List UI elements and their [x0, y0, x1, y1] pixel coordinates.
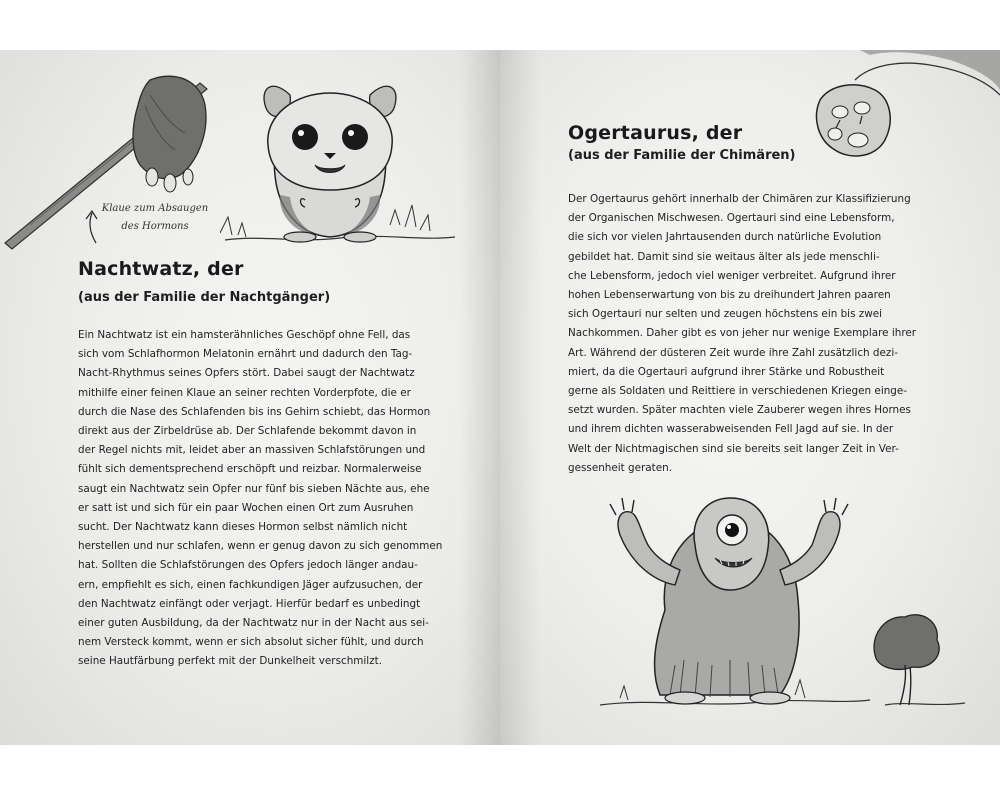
- text-line: gerne als Soldaten und Reittiere in verschiedenen Kriegen einge-: [568, 385, 908, 398]
- text-line: Nacht-Rhythmus seines Opfers stört. Dabei saugt der Nachtwatz: [78, 367, 415, 380]
- text-line: die sich vor vielen Jahrtausenden durch natürliche Evolution: [568, 231, 882, 244]
- text-line: Der Ogertaurus gehört innerhalb der Chimären zur Klassifizierung: [568, 193, 911, 205]
- nachtwatz-illustration: [220, 75, 460, 255]
- caption-line: des Hormons: [121, 221, 189, 232]
- ogertaurus-illustration: [580, 490, 880, 720]
- text-line: durch die Nase des Schlafenden bis ins Gehirn schiebt, das Hormon: [78, 405, 431, 418]
- right-subtitle: (aus der Familie der Chimären): [568, 148, 796, 163]
- text-line: hohen Lebenserwartung von bis zu dreihundert Jahren paaren: [568, 289, 891, 302]
- text-line: gessenheit geraten.: [568, 461, 673, 474]
- left-subtitle: (aus der Familie der Nachtgänger): [78, 290, 331, 305]
- book-spread: [0, 50, 1000, 745]
- tree-illustration: [865, 605, 975, 715]
- text-line: einer guten Ausbildung, da der Nachtwatz nur in der Nacht aus sei-: [78, 617, 429, 630]
- caption-line: Klaue zum Absaugen: [101, 203, 209, 214]
- text-line: gebildet hat. Damit sind sie weitaus älter als jede menschli-: [568, 250, 880, 263]
- text-line: sucht. Der Nachtwatz kann dieses Hormon selbst nämlich nicht: [78, 521, 408, 534]
- right-title: Ogertaurus, der: [568, 122, 743, 144]
- text-line: direkt aus der Zirbeldrüse ab. Der Schlafende bekommt davon in: [78, 425, 417, 438]
- left-title: Nachtwatz, der: [78, 258, 244, 280]
- ogertaurus-paw-illustration: [800, 50, 1000, 170]
- text-line: Art. Während der düsteren Zeit wurde ihre Zahl zusätzlich dezi-: [568, 346, 899, 359]
- text-line: Welt der Nichtmagischen sind sie bereits seit langer Zeit in Ver-: [568, 442, 899, 455]
- text-line: und ihrem dichten wasserabweisenden Fell Jagd auf sie. In der: [568, 423, 894, 436]
- text-line: Nachkommen. Daher gibt es von jeher nur wenige Exemplare ihrer: [568, 327, 917, 340]
- text-line: sich Ogertauri nur selten und zeugen höchstens ein bis zwei: [568, 308, 883, 321]
- text-line: mithilfe einer feinen Klaue an seiner rechten Vorderpfote, die er: [78, 386, 411, 399]
- right-body-text: [568, 190, 938, 478]
- text-line: che Lebensform, jedoch viel weniger verbreitet. Aufgrund ihrer: [568, 269, 896, 282]
- text-line: saugt ein Nachtwatz sein Opfer nur fünf bis sieben Nächte aus, ehe: [78, 482, 430, 495]
- text-line: nem Versteck kommt, wenn er sich absolut sicher fühlt, und durch: [78, 636, 424, 649]
- text-line: den Nachtwatz einfängt oder verjagt. Hierfür bedarf es unbedingt: [78, 597, 421, 610]
- claw-caption: [95, 200, 215, 236]
- right-page: [500, 50, 1000, 745]
- text-line: sich vom Schlafhormon Melatonin ernährt und dadurch den Tag-: [78, 348, 413, 361]
- text-line: Ein Nachtwatz ist ein hamsterähnliches Geschöpf ohne Fell, das: [78, 329, 411, 341]
- text-line: fühlt sich dementsprechend erschöpft und reizbar. Normalerweise: [78, 463, 422, 476]
- text-line: setzt wurden. Später machten viele Zauberer wegen ihres Hornes: [568, 404, 911, 417]
- text-line: er satt ist und sich für ein paar Wochen einen Ort zum Ausruhen: [78, 501, 414, 514]
- text-line: der Organischen Mischwesen. Ogertauri sind eine Lebensform,: [568, 212, 895, 225]
- text-line: seine Hautfärbung perfekt mit der Dunkelheit verschmilzt.: [78, 655, 383, 668]
- text-line: ern, empfiehlt es sich, einen fachkundigen Jäger aufzusuchen, der: [78, 578, 423, 591]
- text-line: der Regel nichts mit, leidet aber an massiven Schlafstörungen und: [78, 444, 426, 457]
- left-body-text: [78, 326, 448, 672]
- text-line: herstellen und nur schlafen, wenn er genug davon zu sich genommen: [78, 540, 443, 553]
- text-line: hat. Sollten die Schlafstörungen des Opfers jedoch länger andau-: [78, 559, 418, 572]
- left-page: [0, 50, 500, 745]
- text-line: miert, da die Ogertauri aufgrund ihrer Stärke und Robustheit: [568, 365, 885, 378]
